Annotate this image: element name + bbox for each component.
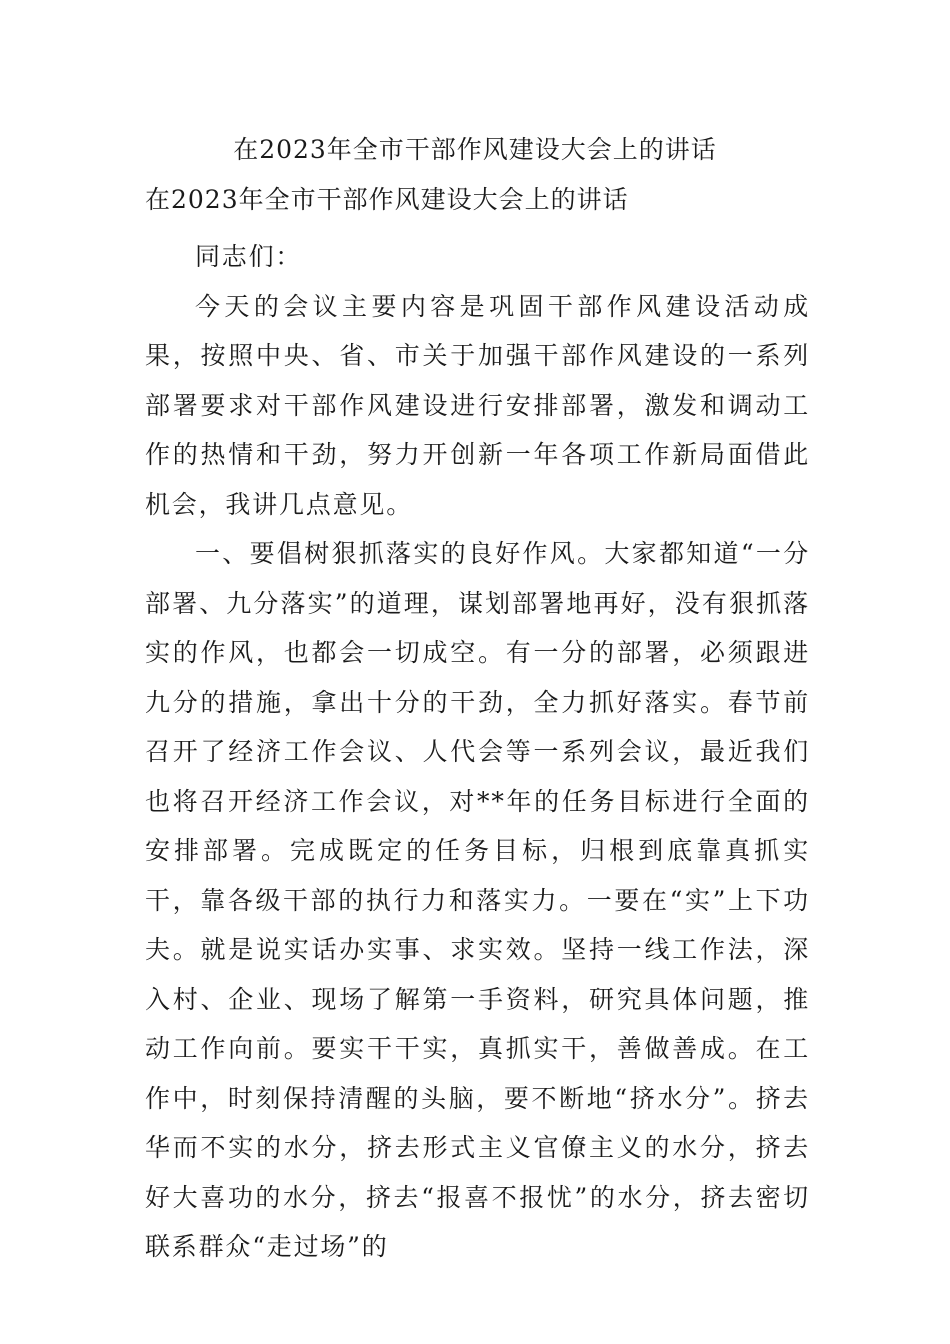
document-title: 在2023年全市干部作风建设大会上的讲话 <box>233 135 717 164</box>
document-subtitle: 在2023年全市干部作风建设大会上的讲话 <box>145 185 629 214</box>
document-body <box>145 232 810 1272</box>
greeting: 同志们： <box>195 242 303 271</box>
paragraph-1: 今天的会议主要内容是巩固干部作风建设活动成果，按照中央、省、市关于加强干部作风建设的一系列部署要求对干部作风建设进行安排部署，激发和调动工作的热情和干劲，努力开创新一年各项工作新局面借此机会，我讲几点意见。 <box>145 291 810 519</box>
paragraph-2: 一、要倡树狠抓落实的良好作风。大家都知道“一分部署、九分落实”的道理，谋划部署地再好，没有狠抓落实的作风，也都会一切成空。有一分的部署，必须跟进九分的措施，拿出十分的干劲，全力抓好落实。春节前召开了经济工作会议、人代会等一系列会议，最近我们也将召开经济工作会议，对**年的任务目标进行全面的安排部署。完成既定的任务目标，归根到底靠真抓实干，靠各级干部的执行力和落实力。一要在“实”上下功夫。就是说实话办实事、求实效。坚持一线工作法，深入村、企业、现场了解第一手资料，研究具体问题，推动工作向前。要实干干实，真抓实干，善做善成。在工作中，时刻保持清醒的头脑，要不断地“挤水分”。挤去华而不实的水分，挤去形式主义官僚主义的水分，挤去好大喜功的水分，挤去“报喜不报忧”的水分，挤去密切联系群众“走过场”的 <box>145 539 810 1261</box>
